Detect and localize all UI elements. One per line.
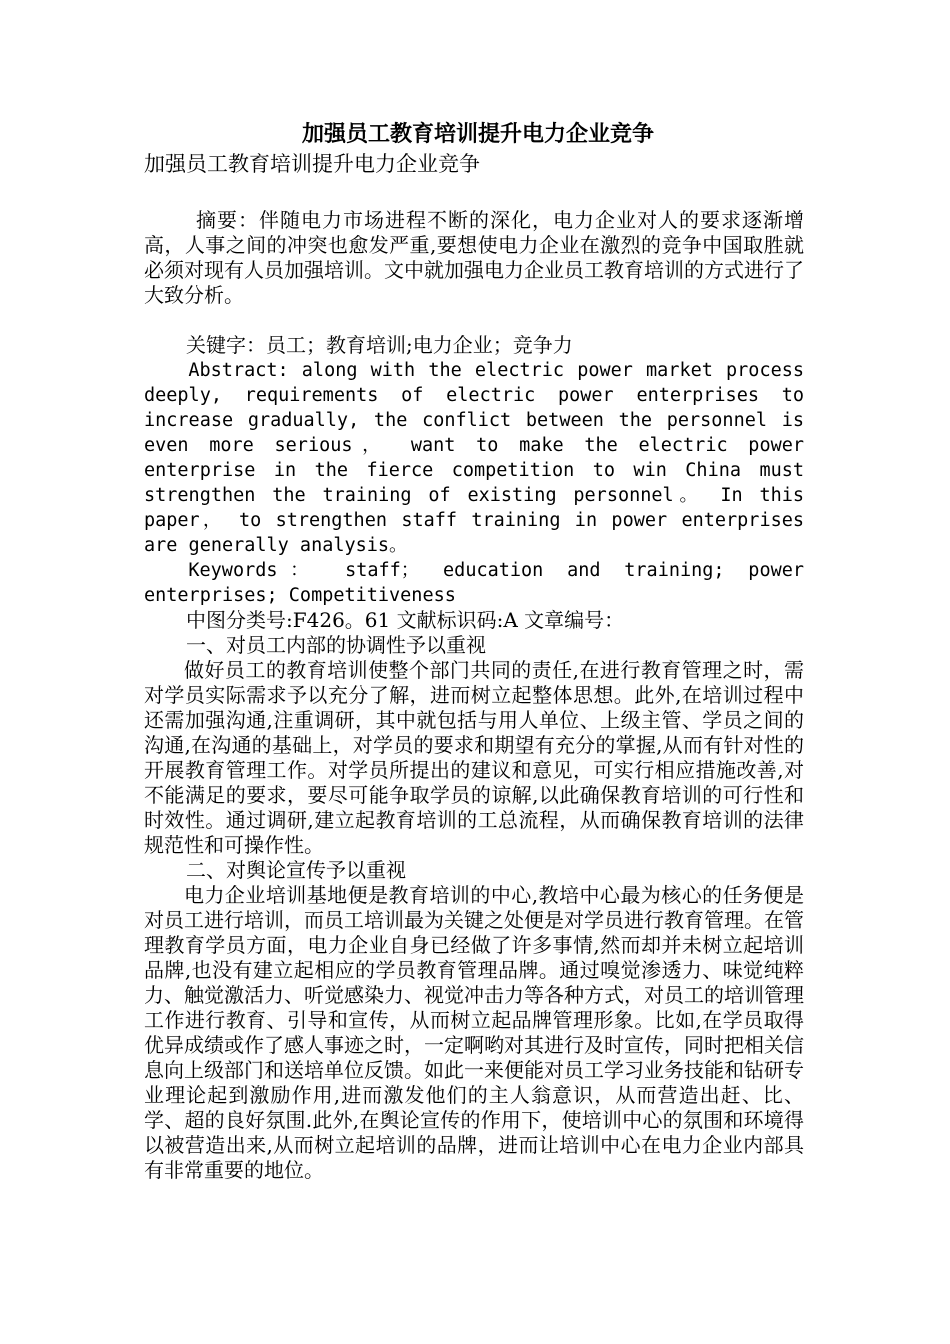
section-2-heading: 二、对舆论宣传予以重视 (186, 858, 406, 882)
document-page (144, 118, 804, 1183)
section-2-body: 电力企业培训基地便是教育培训的中心,教培中心最为核心的任务便是对员工进行培训，而员工培训最为关键之处便是对学员进行教育管理。在管理教育学员方面，电力企业自身已经做了许多事情,然而却并未树立起培训品牌,也没有建立起相应的学员教育管理品牌。通过嗅觉渗透力、味觉纯粹力、触觉激活力、听觉感染力、视觉冲击力等各种方式，对员工的培训管理工作进行教育、引导和宣传，从而树立起品牌管理形象。比如,在学员取得优异成绩或作了感人事迹之时，一定啊哟对其进行及时宣传，同时把相关信息向上级部门和送培单位反馈。如此一来便能对员工学习业务技能和钻研专业理论起到激励作用,进而激发他们的主人翁意识，从而营造出赶、比、学、超的良好氛围.此外,在舆论宣传的作用下，使培训中心的氛围和环境得以被营造出来,从而树立起培训的品牌，进而让培训中心在电力企业内部具有非常重要的地位。 (144, 883, 804, 1182)
section-1-heading: 一、对员工内部的协调性予以重视 (186, 633, 486, 657)
classification-line: 中图分类号:F426。61 文献标识码:A 文章编号： (186, 608, 625, 632)
keywords-chinese: 关键字：员工；教育培训;电力企业；竞争力 (186, 333, 573, 357)
section-1-body: 做好员工的教育培训使整个部门共同的责任,在进行教育管理之时，需对学员实际需求予以充分了解，进而树立起整体思想。此外,在培训过程中还需加强沟通,注重调研，其中就包括与用人单位、上级主管、学员之间的沟通,在沟通的基础上，对学员的要求和期望有充分的掌握,从而有针对性的开展教育管理工作。对学员所提出的建议和意见，可实行相应措施改善,对不能满足的要求，要尽可能争取学员的谅解,以此确保教育培训的可行性和时效性。通过调研,建立起教育培训的工总流程，从而确保教育培训的法律规范性和可操作性。 (144, 658, 804, 857)
abstract-english: Abstract: along with the electric power market process deeply, requirements of electric power enterprises to increase gradually, the conflict between the personnel is even more serious， want to make the electric power enterprise in the fierce competition to win China must strengthen the training of existing personnel。 In this paper， to strengthen staff training in power enterprises are generally analysis。 (144, 360, 804, 556)
document-subtitle: 加强员工教育培训提升电力企业竞争 (144, 152, 480, 176)
document-title: 加强员工教育培训提升电力企业竞争 (301, 121, 654, 147)
keywords-english: Keywords： staff； education and training; power enterprises; Competitiveness (144, 560, 804, 606)
abstract-chinese: 摘要：伴随电力市场进程不断的深化，电力企业对人的要求逐渐增高，人事之间的冲突也愈发严重,要想使电力企业在激烈的竞争中国取胜就必须对现有人员加强培训。文中就加强电力企业员工教育培训的方式进行了大致分析。 (144, 208, 804, 307)
